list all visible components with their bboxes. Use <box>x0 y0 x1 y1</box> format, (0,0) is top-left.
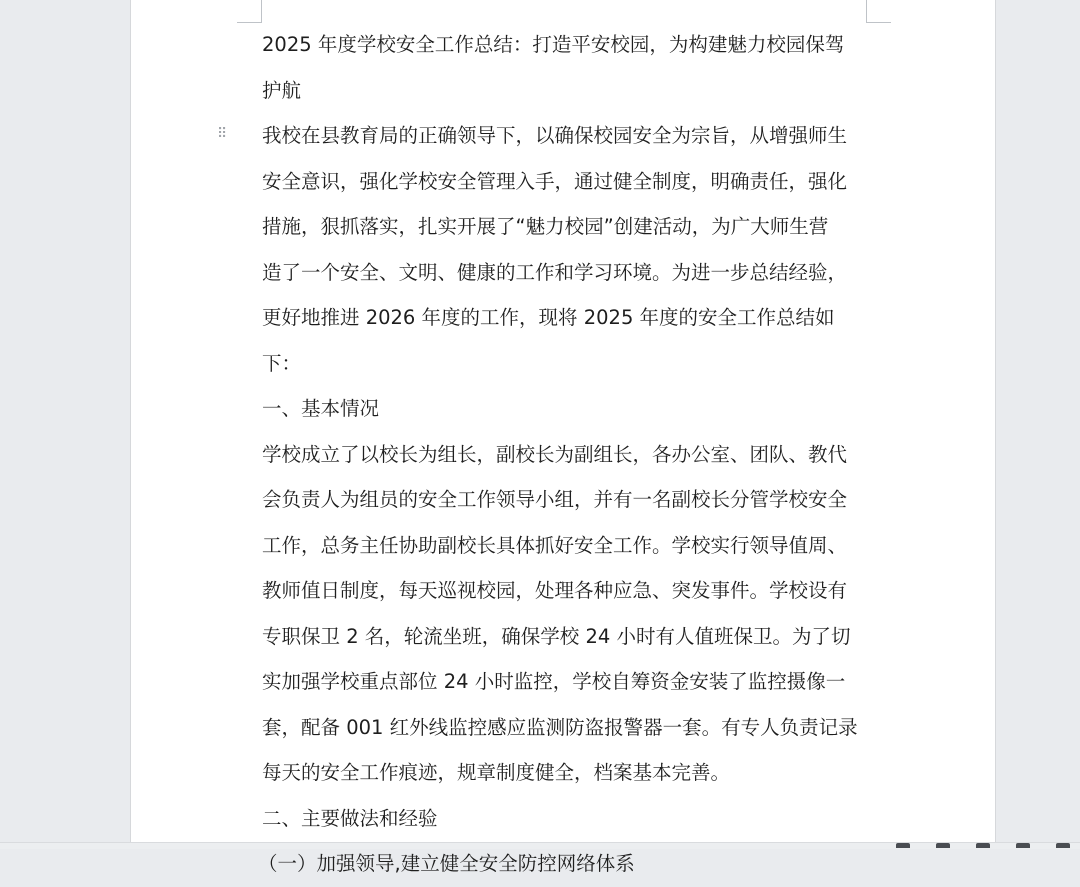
status-bar-controls <box>896 843 1070 849</box>
status-bar-control[interactable] <box>1016 843 1030 848</box>
body-line: 实加强学校重点部位 24 小时监控，学校自筹资金安装了监控摄像一 <box>262 670 846 693</box>
status-bar-control[interactable] <box>976 843 990 848</box>
margin-corner-mark-right <box>866 0 891 23</box>
subsection-heading: （一）加强领导,建立健全安全防控网络体系 <box>258 852 635 875</box>
body-line: 会负责人为组员的安全工作领导小组，并有一名副校长分管学校安全 <box>262 488 848 511</box>
body-line: 造了一个安全、文明、健康的工作和学习环境。为进一步总结经验， <box>262 260 848 284</box>
section-heading: 二、主要做法和经验 <box>262 806 438 830</box>
status-bar-control[interactable] <box>936 843 950 848</box>
status-bar-control[interactable] <box>1056 843 1070 848</box>
body-line: 工作，总务主任协助副校长具体抓好安全工作。学校实行领导值周、 <box>262 533 848 557</box>
body-line: 我校在县教育局的正确领导下，以确保校园安全为宗旨，从增强师生 <box>262 124 848 147</box>
drag-handle-icon[interactable]: ⠿ <box>217 126 227 142</box>
body-line: 学校成立了以校长为组长，副校长为副组长，各办公室、团队、教代 <box>262 442 848 466</box>
body-line: 教师值日制度，每天巡视校园，处理各种应急、突发事件。学校设有 <box>262 579 848 602</box>
status-bar-control[interactable] <box>896 843 910 848</box>
body-line: 安全意识，强化学校安全管理入手，通过健全制度，明确责任，强化 <box>262 169 848 193</box>
body-line: 套，配备 001 红外线监控感应监测防盗报警器一套。有专人负责记录 <box>262 715 858 739</box>
document-title-line: 护航 <box>262 78 302 102</box>
document-body[interactable] <box>258 22 872 887</box>
body-line: 专职保卫 2 名，轮流坐班，确保学校 24 小时有人值班保卫。为了切 <box>262 624 851 648</box>
document-title-line: 2025 年度学校安全工作总结：打造平安校园，为构建魅力校园保驾 <box>262 33 845 56</box>
margin-corner-mark-left <box>237 0 262 23</box>
document-page[interactable] <box>130 0 996 875</box>
body-line: 每天的安全工作痕迹，规章制度健全，档案基本完善。 <box>262 761 731 784</box>
section-heading: 一、基本情况 <box>262 397 380 420</box>
body-line: 措施，狠抓落实，扎实开展了“魅力校园”创建活动，为广大师生营 <box>262 215 829 238</box>
body-line: 更好地推进 2026 年度的工作，现将 2025 年度的安全工作总结如下： <box>262 306 835 375</box>
